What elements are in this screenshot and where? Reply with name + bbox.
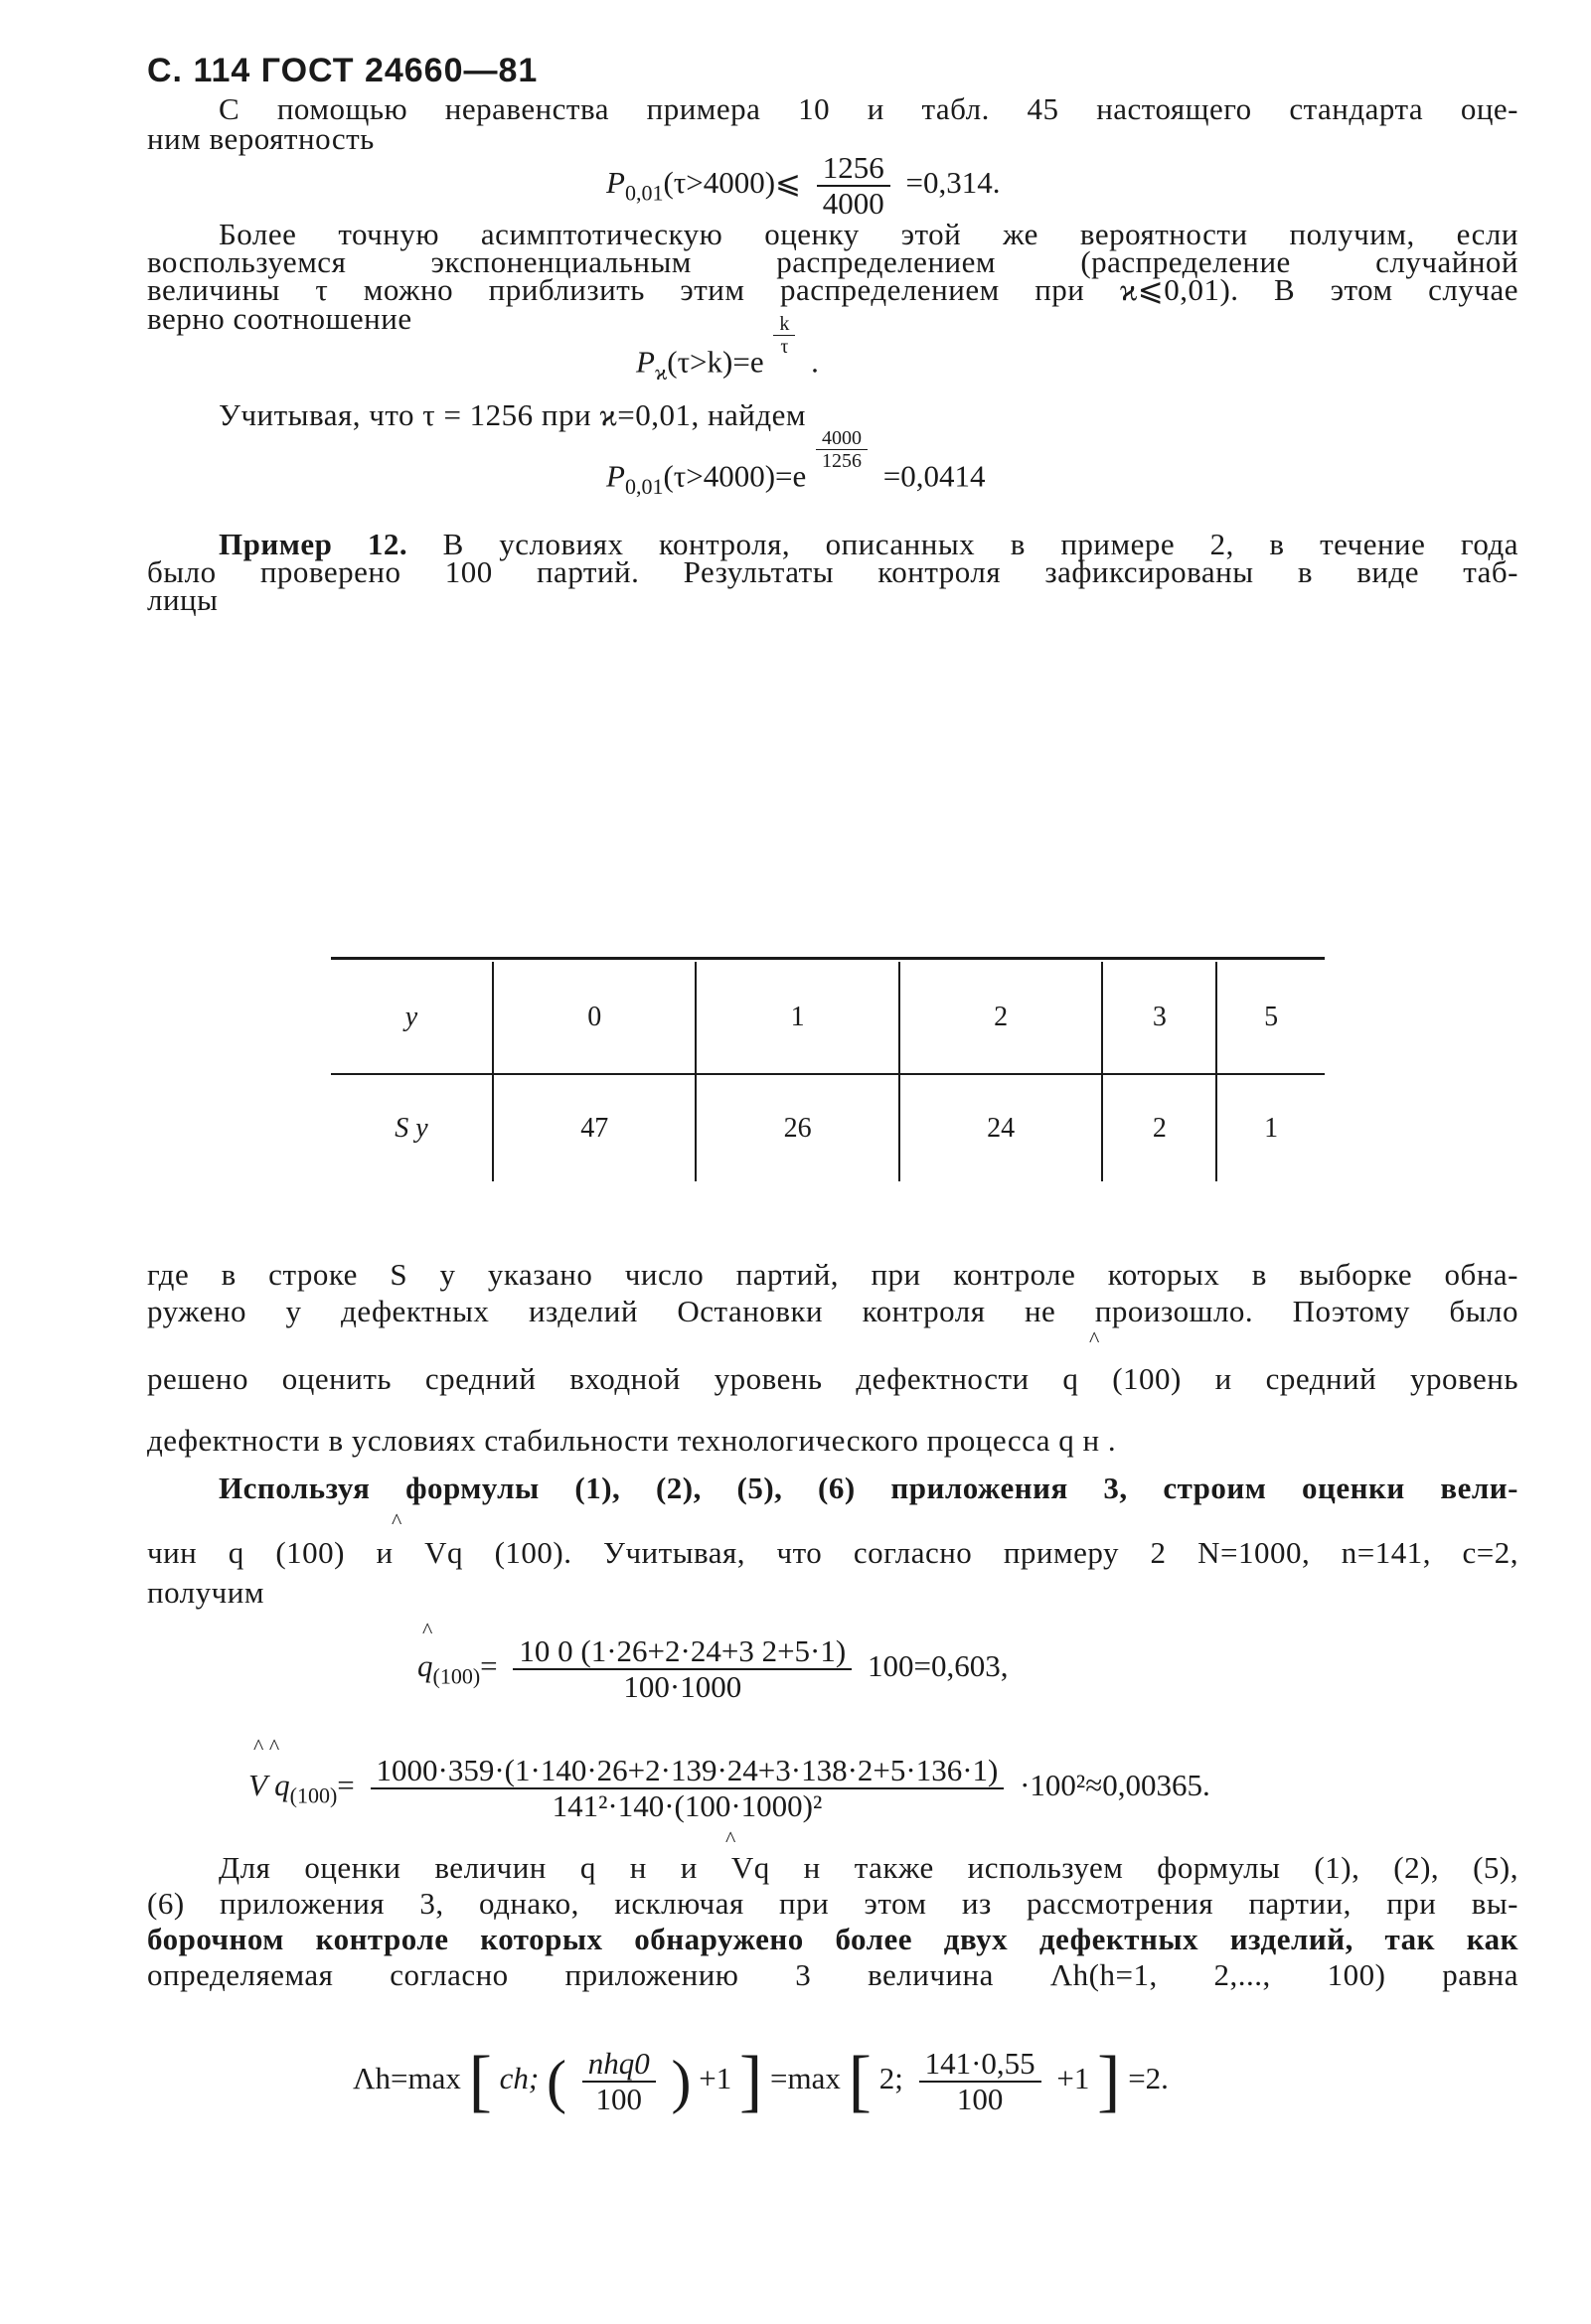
formula-6-frac2-num: 141·0,55 <box>919 2047 1041 2083</box>
paragraph-6-line-1: Для оценки величин q н и Vq н также используем формулы (1), (2), (5), <box>219 1850 1518 1885</box>
formula-3-exponent <box>816 427 868 472</box>
hat-mark: ^ <box>725 1826 736 1851</box>
table-cell: 1 <box>696 962 898 1074</box>
paragraph-6-line-2: (6) приложения 3, однако, исключая при этом из рассмотрения партии, при вы- <box>147 1886 1518 1921</box>
formula-5 <box>248 1754 1210 1823</box>
hat-mark: ^ <box>1089 1326 1100 1351</box>
formula-1-sub: 0,01 <box>624 180 664 206</box>
hat-mark: ^ ^ <box>253 1734 280 1759</box>
table-cell: 26 <box>696 1074 898 1181</box>
formula-6-frac1-den: 100 <box>595 2082 642 2116</box>
table-cell: 1 <box>1216 1074 1325 1181</box>
formula-6-fraction-1 <box>582 2047 656 2116</box>
paragraph-1-line-2: ним вероятность <box>147 121 375 156</box>
table-label-sy: S y <box>395 1112 428 1144</box>
formula-2-arg: (τ>k)=e <box>667 344 764 380</box>
formula-4-fraction <box>513 1634 852 1704</box>
formula-3-sub: 0,01 <box>624 473 664 499</box>
table-row-y <box>331 962 1325 1074</box>
paragraph-4-line-1: где в строке S y указано число партий, при контроле которых в выборке обна- <box>147 1257 1518 1292</box>
formula-6-bracket2-close: ] <box>1097 2043 1121 2119</box>
results-table <box>331 962 1325 1181</box>
formula-6-mid: =max <box>770 2061 841 2096</box>
paragraph-5-line-1: Используя формулы (1), (2), (5), (6) приложения 3, строим оценки вели- <box>219 1471 1518 1505</box>
formula-2-sub: ϰ <box>654 359 668 385</box>
formula-6-plus2: +1 <box>1056 2061 1090 2096</box>
paragraph-2-line-3: величины τ можно приблизить этим распределением при ϰ⩽0,01). В этом случае <box>147 272 1518 307</box>
formula-1-lhs: P <box>606 165 625 201</box>
example-12-label: Пример 12. <box>219 527 408 561</box>
formula-4-lhs: q <box>417 1648 433 1684</box>
formula-2-lhs: P <box>636 344 655 380</box>
formula-5-denominator: 141²·140·(100·1000)² <box>552 1788 823 1823</box>
page-header: С. 114 ГОСТ 24660—81 <box>147 52 539 89</box>
example-12-line-2: было проверено 100 партий. Результаты контроля зафиксированы в виде таб- <box>147 554 1518 589</box>
paragraph-4-line-4: дефектности в условиях стабильности технологического процесса q н . <box>147 1423 1117 1458</box>
formula-3-arg: (τ>4000)=e <box>663 458 807 494</box>
paragraph-3: Учитывая, что τ = 1256 при ϰ=0,01, найдем <box>219 397 807 432</box>
formula-2-exponent-num: k <box>773 313 795 336</box>
formula-5-lhs: V q <box>248 1768 290 1803</box>
hat-mark: ^ <box>392 1508 402 1533</box>
formula-6-bracket2-open: [ <box>848 2043 872 2119</box>
paragraph-4-line-2: ружено y дефектных изделий Остановки контроля не произошло. Поэтому было <box>147 1294 1518 1328</box>
table-cell: 47 <box>493 1074 696 1181</box>
formula-5-numerator: 1000·359·(1·140·26+2·139·24+3·138·2+5·136·1) <box>371 1754 1005 1789</box>
formula-6-plus1: +1 <box>699 2061 732 2096</box>
formula-6-paren-close: ) <box>671 2049 692 2114</box>
formula-3-exponent-den: 1256 <box>822 450 863 472</box>
formula-3-exponent-num: 4000 <box>816 427 868 450</box>
example-12-text: В условиях контроля, описанных в примере 2, в течение года <box>407 527 1518 561</box>
formula-4-numerator: 10 0 (1·26+2·24+3 2+5·1) <box>513 1634 852 1670</box>
formula-2 <box>636 313 819 390</box>
formula-1-rhs: =0,314. <box>905 165 1001 201</box>
formula-1-fraction <box>817 151 890 221</box>
formula-6-fraction-2 <box>919 2047 1041 2116</box>
paragraph-5-line-3: получим <box>147 1575 264 1610</box>
example-12-line-3: лицы <box>147 582 219 617</box>
paragraph-4-line-3: решено оценить средний входной уровень дефектности q (100) и средний уровень <box>147 1361 1518 1396</box>
formula-1 <box>606 151 1000 221</box>
formula-6-part1: ch; <box>499 2061 540 2096</box>
table-cell: 3 <box>1102 962 1216 1074</box>
formula-4-eq: = <box>480 1648 498 1684</box>
table-cell: 0 <box>493 962 696 1074</box>
formula-6-frac1-num: nhq0 <box>582 2047 656 2083</box>
formula-5-eq: = <box>337 1768 355 1803</box>
formula-1-arg: (τ>4000)⩽ <box>663 165 801 201</box>
paragraph-6-line-3: борочном контроле которых обнаружено более двух дефектных изделий, так как <box>147 1922 1518 1956</box>
formula-6-bracket-close: ] <box>738 2043 763 2119</box>
formula-4-sub: (100) <box>432 1663 481 1689</box>
table-cell: 2 <box>1102 1074 1216 1181</box>
formula-5-sub: (100) <box>289 1782 338 1808</box>
formula-4-denominator: 100·1000 <box>623 1669 742 1704</box>
paragraph-2-line-4: верно соотношение <box>147 301 412 336</box>
formula-6-frac2-den: 100 <box>956 2082 1004 2116</box>
formula-2-exponent-den: τ <box>780 336 789 358</box>
formula-2-end: . <box>811 344 819 380</box>
table-cell: 5 <box>1216 962 1325 1074</box>
formula-6-lhs: Λh=max <box>353 2061 461 2096</box>
formula-3 <box>606 427 986 505</box>
paragraph-2-line-1: Более точную асимптотическую оценку этой же вероятности получим, если <box>219 217 1518 251</box>
formula-6 <box>353 2043 1169 2119</box>
formula-1-denominator: 4000 <box>822 186 884 221</box>
table-top-rule <box>331 957 1325 960</box>
table-cell: 2 <box>899 962 1102 1074</box>
formula-3-rhs: =0,0414 <box>882 458 986 494</box>
table-label-y: y <box>331 962 493 1074</box>
formula-5-fraction <box>371 1754 1005 1823</box>
formula-3-lhs: P <box>606 458 625 494</box>
hat-mark: ^ <box>422 1618 433 1642</box>
formula-1-numerator: 1256 <box>817 151 890 187</box>
paragraph-6-line-4: определяемая согласно приложению 3 величина Λh(h=1, 2,..., 100) равна <box>147 1957 1518 1992</box>
formula-6-rhs: =2. <box>1128 2061 1169 2096</box>
paragraph-1-line-1: С помощью неравенства примера 10 и табл. 45 настоящего стандарта оце- <box>219 91 1518 126</box>
formula-6-part2: 2; <box>878 2061 903 2096</box>
formula-2-exponent <box>773 313 795 358</box>
table-cell: 24 <box>899 1074 1102 1181</box>
formula-6-bracket-open: [ <box>468 2043 492 2119</box>
table-row-sy <box>331 1074 1325 1181</box>
paragraph-2-line-2: воспользуемся экспоненциальным распределением (распределение случайной <box>147 244 1518 279</box>
formula-6-paren-open: ( <box>547 2049 566 2114</box>
formula-4 <box>417 1634 1008 1704</box>
paragraph-5-line-2: чин q (100) и Vq (100). Учитывая, что согласно примеру 2 N=1000, n=141, c=2, <box>147 1535 1518 1570</box>
formula-5-rhs: ·100²≈0,00365. <box>1020 1768 1210 1803</box>
formula-4-rhs: 100=0,603, <box>867 1648 1009 1684</box>
